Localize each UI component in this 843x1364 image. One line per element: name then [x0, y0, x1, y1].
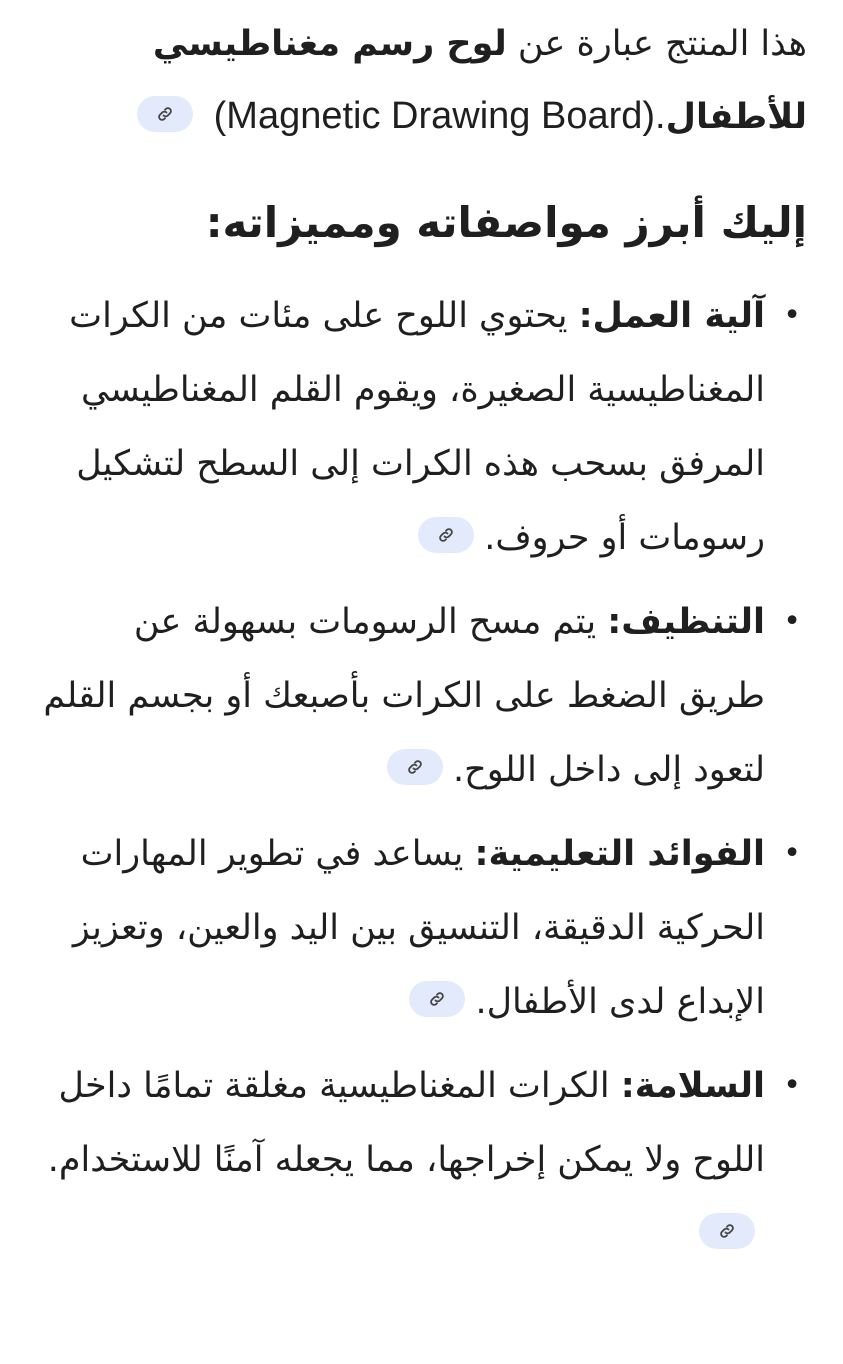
item-label: السلامة: [620, 1066, 765, 1106]
bullet: • [783, 298, 801, 333]
list-item [40, 817, 807, 1039]
item-text: الكرات المغناطيسية مغلقة تمامًا داخل اللوح ولا يمكن إخراجها، مما يجعله آمنًا للاستخدام. [47, 1066, 765, 1180]
list-item [40, 585, 807, 807]
bullet: • [783, 604, 801, 639]
source-link-chip[interactable] [699, 1213, 755, 1249]
source-link-chip[interactable] [387, 749, 443, 785]
item-text: يساعد في تطوير المهارات الحركية الدقيقة، التنسيق بين اليد والعين، وتعزيز الإبداع لدى الأطفال. [72, 834, 765, 1022]
source-link-chip[interactable] [137, 96, 193, 132]
intro-english: (Magnetic Drawing Board). [213, 95, 666, 137]
link-icon [718, 1222, 736, 1240]
list-item [40, 1049, 807, 1271]
link-icon [428, 990, 446, 1008]
item-text: يتم مسح الرسومات بسهولة عن طريق الضغط على الكرات بأصبعك أو بجسم القلم لتعود إلى داخل اللوح. [43, 602, 765, 790]
bullet: • [783, 1068, 801, 1103]
source-link-chip[interactable] [409, 981, 465, 1017]
intro-paragraph [40, 8, 807, 153]
link-icon [406, 758, 424, 776]
intro-prefix: هذا المنتج عبارة عن [506, 24, 807, 64]
item-label: الفوائد التعليمية: [474, 834, 765, 874]
features-list [40, 279, 807, 1271]
item-label: آلية العمل: [578, 296, 765, 336]
link-icon [437, 526, 455, 544]
source-link-chip[interactable] [418, 517, 474, 553]
list-item [40, 279, 807, 575]
bullet: • [783, 836, 801, 871]
intro-bold-term: لوح رسم مغناطيسي للأطفال [152, 24, 807, 137]
item-text: يحتوي اللوح على مئات من الكرات المغناطيسية الصغيرة، ويقوم القلم المغناطيسي المرفق بسحب هذه الكرات إلى السطح لتشكيل رسومات أو حروف. [69, 296, 765, 558]
link-icon [156, 105, 174, 123]
section-heading: إليك أبرز مواصفاته ومميزاته: [205, 198, 807, 247]
item-label: التنظيف: [607, 602, 765, 642]
